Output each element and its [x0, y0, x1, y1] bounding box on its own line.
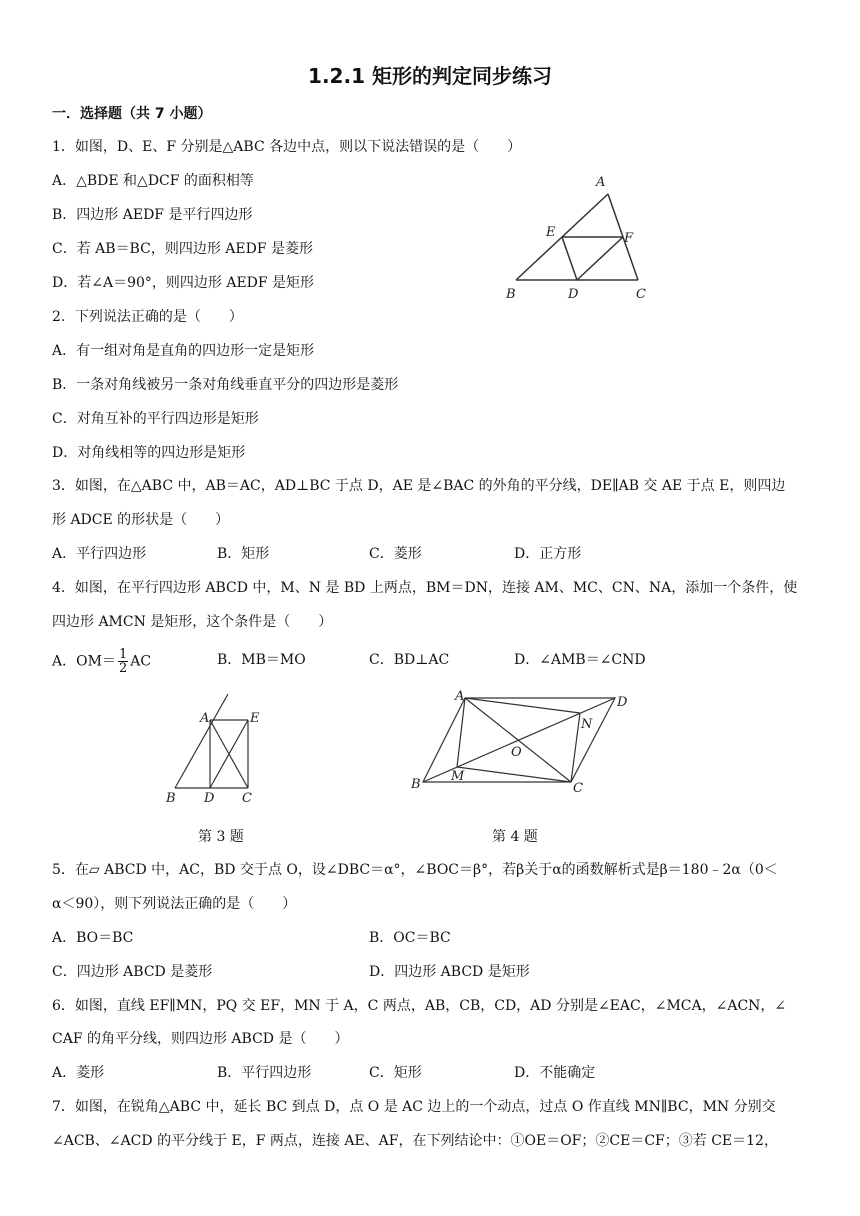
- q4-option-d: D．∠AMB＝∠CND: [514, 652, 646, 668]
- q4-option-a-fraction: [118, 648, 128, 675]
- q4-option-c: C．BD⊥AC: [369, 652, 450, 668]
- q1-label-c: C: [636, 287, 646, 302]
- q1-option-c: C．若 AB＝BC，则四边形 AEDF 是菱形: [52, 241, 313, 257]
- q2-option-c: C．对角互补的平行四边形是矩形: [52, 411, 259, 427]
- q2-option-b: B．一条对角线被另一条对角线垂直平分的四边形是菱形: [52, 377, 399, 393]
- q3-figure-caption: 第 3 题: [198, 829, 244, 845]
- q1-triangle-figure: [500, 170, 660, 305]
- q4-label-b: B: [411, 777, 421, 792]
- q1-option-a: A．△BDE 和△DCF 的面积相等: [52, 173, 254, 189]
- q1-label-a: A: [596, 175, 606, 190]
- q4-option-a-prefix: A．OM＝: [52, 653, 116, 670]
- q1-option-b: B．四边形 AEDF 是平行四边形: [52, 207, 253, 223]
- q3-label-d: D: [204, 791, 215, 806]
- q5-option-d: D．四边形 ABCD 是矩形: [369, 964, 530, 980]
- q3-option-c: C．菱形: [369, 546, 422, 562]
- q1-option-d: D．若∠A＝90°，则四边形 AEDF 是矩形: [52, 275, 315, 291]
- fraction-denominator: 2: [118, 661, 128, 676]
- q7-stem-line1: 7．如图，在锐角△ABC 中，延长 BC 到点 D，点 O 是 AC 边上的一个动点，过点 O 作直线 MN∥BC，MN 分别交: [52, 1099, 776, 1115]
- q4-label-o: O: [511, 745, 522, 760]
- q6-option-d: D．不能确定: [514, 1065, 596, 1081]
- q3-label-a: A: [200, 711, 210, 726]
- q4-label-d: D: [617, 695, 628, 710]
- q1-label-f: F: [624, 231, 634, 246]
- q3-stem-line1: 3．如图，在△ABC 中，AB＝AC，AD⊥BC 于点 D，AE 是∠BAC 的外角的平分线，DE∥AB 交 AE 于点 E，则四边: [52, 478, 786, 494]
- q4-option-a: [52, 648, 151, 675]
- q4-figure-caption: 第 4 题: [492, 829, 538, 845]
- q1-stem: 1．如图，D、E、F 分别是△ABC 各边中点，则以下说法错误的是（ ）: [52, 139, 522, 155]
- q1-label-b: B: [506, 287, 516, 302]
- q3-label-c: C: [242, 791, 252, 806]
- q3-figure: [160, 688, 270, 808]
- q6-option-c: C．矩形: [369, 1065, 422, 1081]
- q4-stem-line2: 四边形 AMCN 是矩形，这个条件是（ ）: [52, 614, 333, 630]
- q5-stem-line1: 5．在▱ ABCD 中，AC，BD 交于点 O，设∠DBC＝α°，∠BOC＝β°，若β关于α的函数解析式是β＝180﹣2α（0＜: [52, 862, 778, 878]
- section-heading: 一．选择题（共 7 小题）: [52, 106, 212, 122]
- q4-figure: [405, 688, 645, 798]
- q3-label-b: B: [166, 791, 176, 806]
- q6-stem-line1: 6．如图，直线 EF∥MN，PQ 交 EF，MN 于 A，C 两点，AB，CB，CD，AD 分别是∠EAC，∠MCA，∠ACN，∠: [52, 998, 787, 1014]
- q4-option-a-suffix: AC: [130, 653, 152, 670]
- q2-stem: 2．下列说法正确的是（ ）: [52, 309, 243, 325]
- page-title: 1.2.1 矩形的判定同步练习: [308, 64, 552, 88]
- q4-option-b: B．MB＝MO: [217, 652, 306, 668]
- q6-option-a: A．菱形: [52, 1065, 105, 1081]
- q5-stem-line2: α＜90），则下列说法正确的是（ ）: [52, 896, 297, 912]
- q5-option-b: B．OC＝BC: [369, 930, 451, 946]
- q1-label-e: E: [546, 225, 556, 240]
- q2-option-d: D．对角线相等的四边形是矩形: [52, 445, 246, 461]
- q4-stem-line1: 4．如图，在平行四边形 ABCD 中，M、N 是 BD 上两点，BM＝DN，连接 AM、MC、CN、NA，添加一个条件，使: [52, 580, 798, 596]
- q3-option-d: D．正方形: [514, 546, 582, 562]
- q5-option-c: C．四边形 ABCD 是菱形: [52, 964, 213, 980]
- q4-label-a: A: [455, 689, 465, 704]
- q2-option-a: A．有一组对角是直角的四边形一定是矩形: [52, 343, 315, 359]
- q4-label-n: N: [581, 717, 593, 732]
- q3-label-e: E: [250, 711, 260, 726]
- q1-label-d: D: [568, 287, 579, 302]
- q3-option-b: B．矩形: [217, 546, 270, 562]
- q6-option-b: B．平行四边形: [217, 1065, 312, 1081]
- q7-stem-line2: ∠ACB、∠ACD 的平分线于 E，F 两点，连接 AE、AF，在下列结论中：①OE＝OF；②CE＝CF；③若 CE＝12，: [52, 1133, 778, 1149]
- q5-option-a: A．BO＝BC: [52, 930, 134, 946]
- q3-stem-line2: 形 ADCE 的形状是（ ）: [52, 512, 230, 528]
- fraction-numerator: 1: [118, 647, 128, 662]
- q4-label-m: M: [451, 769, 465, 784]
- q4-label-c: C: [573, 781, 583, 796]
- q6-stem-line2: CAF 的角平分线，则四边形 ABCD 是（ ）: [52, 1031, 349, 1047]
- q3-option-a: A．平行四边形: [52, 546, 147, 562]
